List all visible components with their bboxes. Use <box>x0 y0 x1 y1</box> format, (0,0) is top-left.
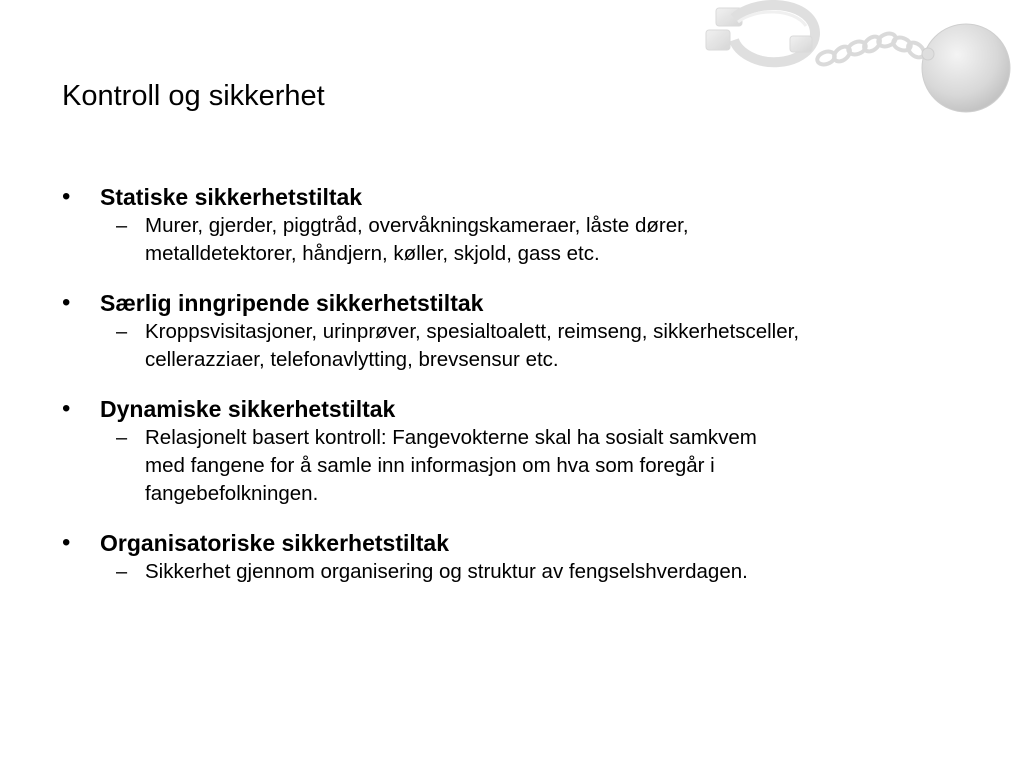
sub-text-line: Relasjonelt basert kontroll: Fangevokterne skal ha sosialt samkvem <box>145 426 757 449</box>
bullet-marker: • <box>62 183 71 210</box>
bullet-heading: Særlig inngripende sikkerhetstiltak <box>100 290 484 316</box>
sub-text-line: cellerazziaer, telefonavlytting, brevsensur etc. <box>145 348 559 371</box>
sub-text-line: fangebefolkningen. <box>145 482 319 505</box>
bullet-item <box>62 288 992 374</box>
sub-text-line: Kroppsvisitasjoner, urinprøver, spesialtoalett, reimseng, sikkerhetsceller, <box>145 320 800 343</box>
sub-text-line: med fangene for å samle inn informasjon om hva som foregår i <box>145 454 715 477</box>
dash-marker: – <box>116 561 128 583</box>
bullet-list <box>62 182 992 606</box>
dash-marker: – <box>116 321 128 343</box>
dash-marker: – <box>116 215 128 237</box>
bullet-item <box>62 394 992 508</box>
bullet-marker: • <box>62 289 71 316</box>
sub-text-line: Murer, gjerder, piggtråd, overvåkningskameraer, låste dører, <box>145 214 689 237</box>
bullet-heading: Dynamiske sikkerhetstiltak <box>100 396 396 422</box>
ball-and-chain-icon <box>694 0 1024 130</box>
slide-title: Kontroll og sikkerhet <box>62 80 325 112</box>
bullet-item <box>62 528 992 586</box>
sub-text-line: Sikkerhet gjennom organisering og struktur av fengselshverdagen. <box>145 560 748 583</box>
dash-marker: – <box>116 427 128 449</box>
bullet-marker: • <box>62 529 71 556</box>
bullet-marker: • <box>62 395 71 422</box>
bullet-heading: Statiske sikkerhetstiltak <box>100 184 363 210</box>
sub-item <box>116 318 992 374</box>
sub-text-line: metalldetektorer, håndjern, køller, skjold, gass etc. <box>145 242 600 265</box>
bullet-heading: Organisatoriske sikkerhetstiltak <box>100 530 449 556</box>
sub-item <box>116 558 992 586</box>
sub-item <box>116 212 992 268</box>
bullet-item <box>62 182 992 268</box>
sub-item <box>116 424 992 508</box>
